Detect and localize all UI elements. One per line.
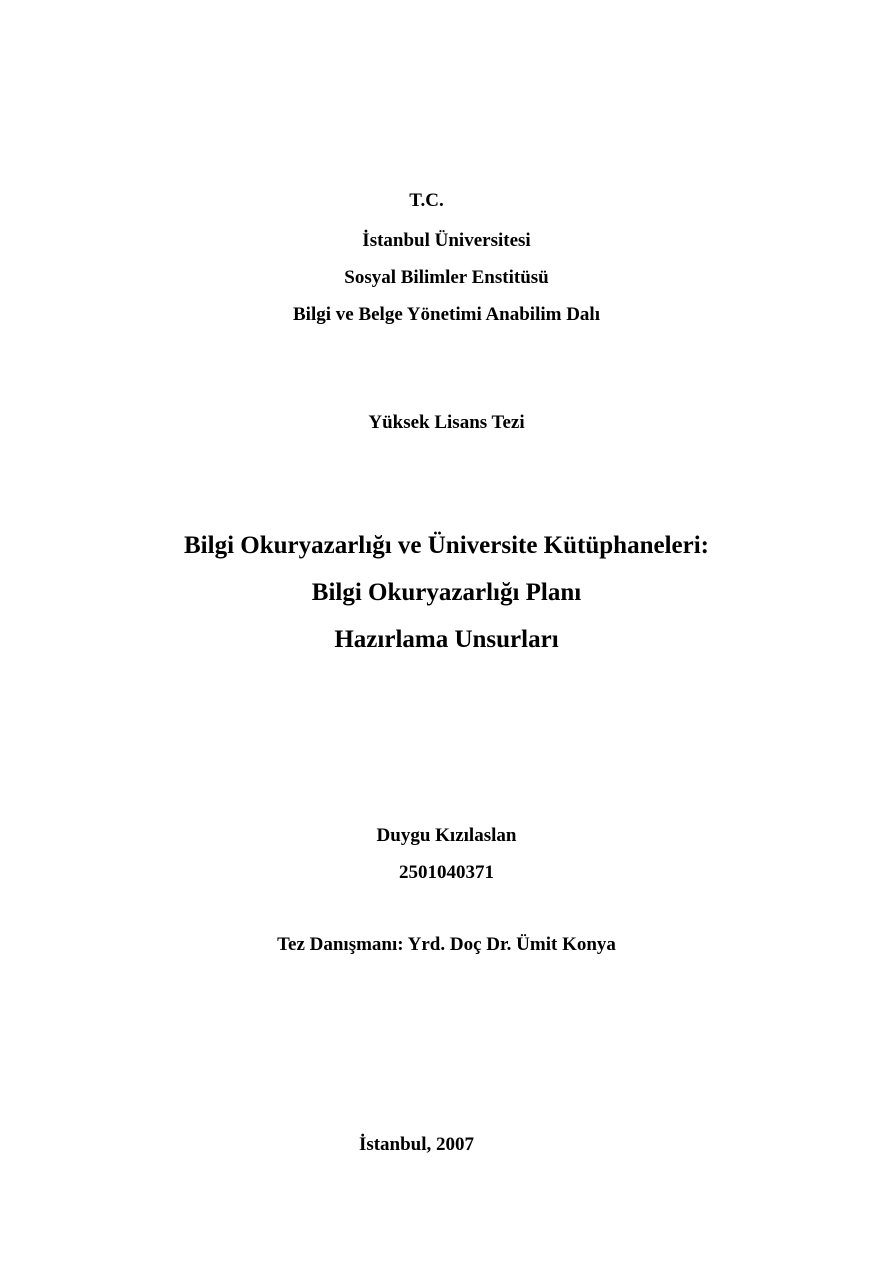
thesis-title-line-1: Bilgi Okuryazarlığı ve Üniversite Kütüphaneleri: (184, 532, 709, 559)
student-number: 2501040371 (399, 862, 494, 883)
institute-name: Sosyal Bilimler Enstitüsü (344, 267, 549, 288)
author-name: Duygu Kızılaslan (376, 825, 517, 846)
department-name: Bilgi ve Belge Yönetimi Anabilim Dalı (293, 304, 600, 325)
thesis-advisor: Tez Danışmanı: Yrd. Doç Dr. Ümit Konya (277, 934, 616, 955)
thesis-title-line-2: Bilgi Okuryazarlığı Planı (311, 579, 582, 606)
degree-type: Yüksek Lisans Tezi (368, 412, 525, 433)
country-abbreviation: T.C. (409, 190, 444, 211)
place-and-year: İstanbul, 2007 (358, 1134, 475, 1155)
thesis-title-line-3: Hazırlama Unsurları (334, 626, 559, 653)
university-name: İstanbul Üniversitesi (362, 230, 531, 251)
